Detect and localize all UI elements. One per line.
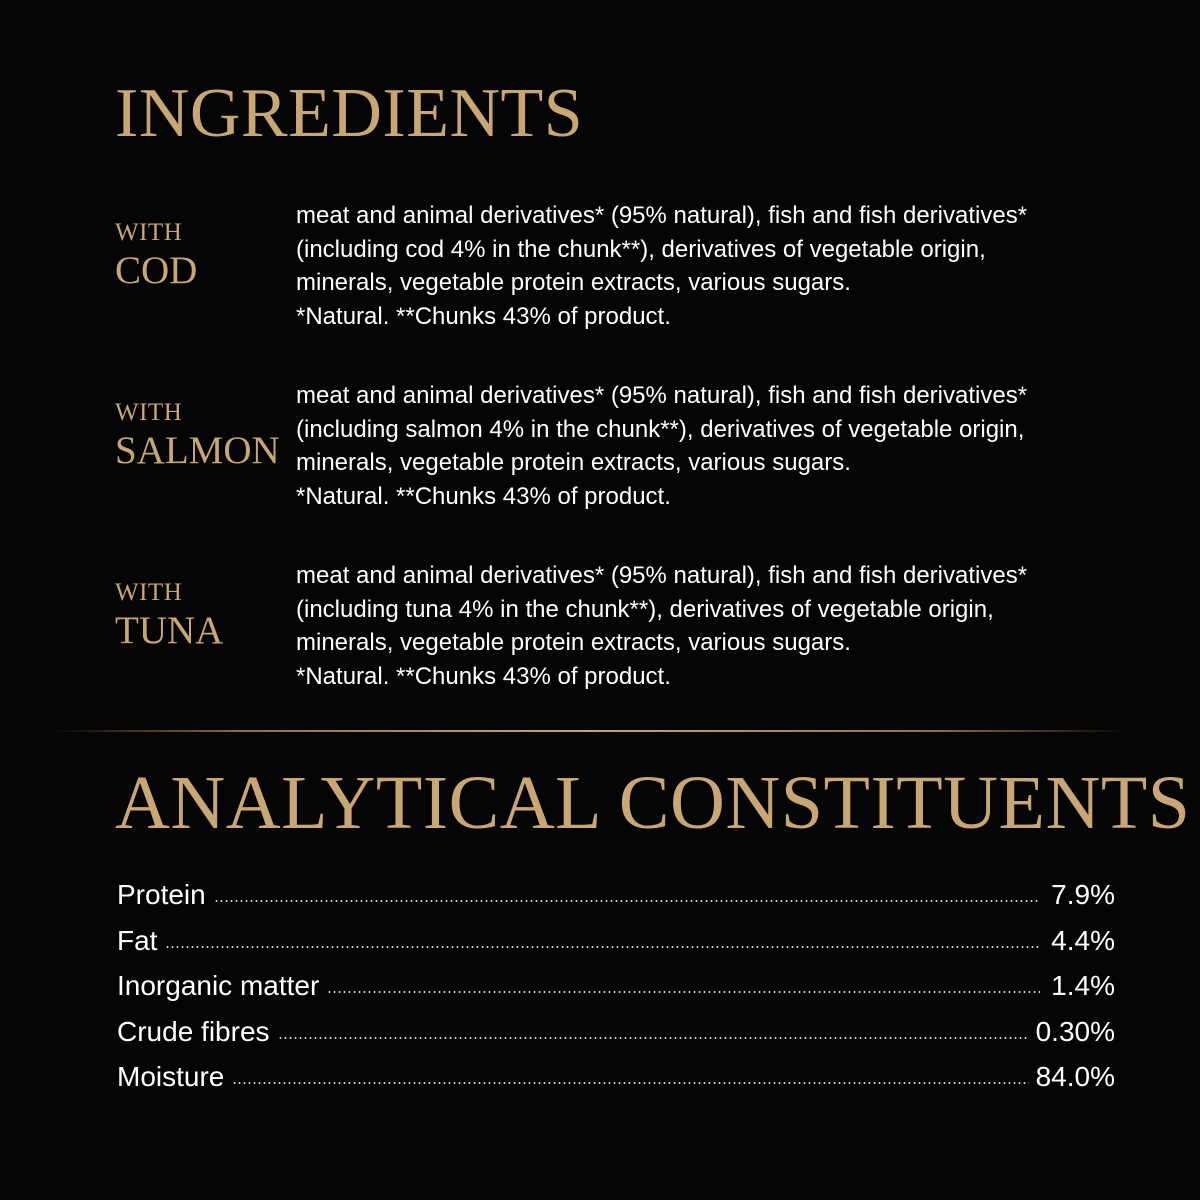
dot-leader <box>278 1037 1029 1039</box>
ingredient-description-tuna <box>296 559 1186 694</box>
constituent-name: Protein <box>117 879 206 910</box>
ingredient-footnote: *Natural. **Chunks 43% of product. <box>296 663 671 691</box>
variant-name-cod: COD <box>115 249 198 292</box>
constituent-row-crude-fibres <box>117 1009 1115 1055</box>
ingredient-line: (including tuna 4% in the chunk**), derivatives of vegetable origin, <box>296 595 994 623</box>
ingredient-variant-tuna <box>115 559 1185 699</box>
ingredient-description-salmon <box>296 379 1186 514</box>
constituent-value: 84.0% <box>1035 1061 1115 1092</box>
variant-with-label: WITH <box>115 399 183 426</box>
constituent-value: 1.4% <box>1051 970 1115 1001</box>
constituent-row-moisture <box>117 1054 1115 1100</box>
ingredient-variant-cod <box>115 199 1185 339</box>
ingredient-line: meat and animal derivatives* (95% natural), fish and fish derivatives* <box>296 562 1028 589</box>
ingredient-line: minerals, vegetable protein extracts, various sugars. <box>296 629 851 657</box>
analytical-constituents-list <box>117 872 1115 1100</box>
constituent-row-inorganic-matter <box>117 963 1115 1009</box>
constituent-value: 4.4% <box>1051 924 1115 956</box>
ingredient-line: minerals, vegetable protein extracts, various sugars. <box>296 269 851 297</box>
ingredient-line: meat and animal derivatives* (95% natural), fish and fish derivatives* <box>296 202 1028 229</box>
ingredient-line: meat and animal derivatives* (95% natural), fish and fish derivatives* <box>296 382 1028 409</box>
ingredient-footnote: *Natural. **Chunks 43% of product. <box>296 483 671 511</box>
dot-leader <box>232 1082 1028 1084</box>
constituent-value: 7.9% <box>1051 879 1115 910</box>
constituent-name: Moisture <box>117 1061 225 1092</box>
ingredient-footnote: *Natural. **Chunks 43% of product. <box>296 303 671 331</box>
ingredient-variant-salmon <box>115 379 1185 519</box>
dot-leader <box>327 991 1040 993</box>
variant-with-label: WITH <box>115 219 183 246</box>
ingredient-line: (including salmon 4% in the chunk**), derivatives of vegetable origin, <box>296 415 1025 443</box>
ingredient-line: (including cod 4% in the chunk**), derivatives of vegetable origin, <box>296 235 986 263</box>
ingredient-line: minerals, vegetable protein extracts, various sugars. <box>296 449 851 477</box>
constituent-name: Fat <box>117 924 158 956</box>
variant-with-label: WITH <box>115 579 183 606</box>
dot-leader <box>165 946 1040 948</box>
constituent-name: Crude fibres <box>117 1015 270 1047</box>
dot-leader <box>214 900 1040 902</box>
constituent-row-protein <box>117 872 1115 918</box>
ingredient-description-cod <box>296 199 1186 334</box>
variant-name-salmon: SALMON <box>115 429 280 472</box>
ingredients-heading: INGREDIENTS <box>115 75 584 152</box>
constituent-name: Inorganic matter <box>117 970 320 1001</box>
section-divider <box>52 730 1130 732</box>
variant-name-tuna: TUNA <box>115 609 224 652</box>
constituent-value: 0.30% <box>1035 1015 1115 1047</box>
constituent-row-fat <box>117 918 1115 964</box>
analytical-constituents-heading: ANALYTICAL CONSTITUENTS <box>115 761 1191 845</box>
